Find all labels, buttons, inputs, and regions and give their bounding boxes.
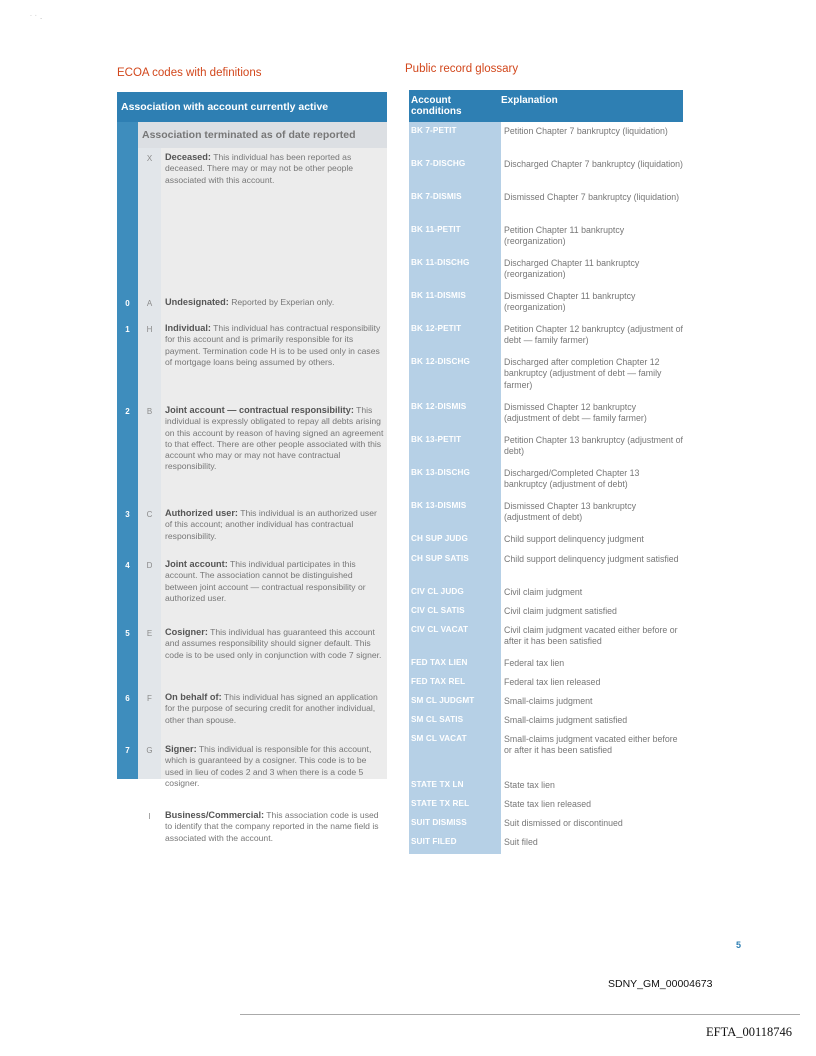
account-condition-explanation: State tax lien (504, 780, 555, 790)
account-condition-code: BK 7-DISMIS (411, 192, 462, 201)
ecoa-definition (165, 627, 385, 661)
account-condition-code: CH SUP SATIS (411, 554, 469, 563)
ecoa-active-code-column (117, 122, 138, 779)
account-condition-code: SM CL SATIS (411, 715, 464, 724)
account-condition-explanation: Discharged Chapter 7 bankruptcy (liquidation) (504, 159, 683, 169)
ecoa-term: Business/Commercial: (165, 810, 265, 820)
ecoa-active-code: 3 (125, 510, 130, 519)
account-condition-code: BK 11-PETIT (411, 225, 461, 234)
ecoa-section-title: ECOA codes with definitions (117, 67, 262, 79)
account-condition-explanation: Federal tax lien released (504, 677, 601, 687)
account-condition-explanation: Discharged/Completed Chapter 13 bankruptcy (adjustment of debt) (504, 468, 640, 490)
account-condition-explanation: Suit dismissed or discontinued (504, 818, 623, 828)
account-condition-code: BK 11-DISMIS (411, 291, 466, 300)
efta-number: EFTA_00118746 (706, 1025, 793, 1039)
ecoa-term: Cosigner: (165, 627, 208, 637)
ecoa-description: This association code is used to identify that the company reported in the name field is associated with the account. (165, 810, 379, 843)
ecoa-term: Individual: (165, 323, 211, 333)
account-condition-code: BK 13-PETIT (411, 435, 462, 444)
ecoa-definition (165, 744, 385, 789)
ecoa-definition (165, 810, 385, 844)
ecoa-term: Deceased: (165, 152, 211, 162)
account-condition-explanation: Petition Chapter 7 bankruptcy (liquidation) (504, 126, 668, 136)
account-condition-code: BK 13-DISCHG (411, 468, 470, 477)
ecoa-definition (165, 297, 385, 308)
account-condition-code: STATE TX REL (411, 799, 470, 808)
explanation-header: Explanation (501, 95, 558, 106)
ecoa-terminated-code: X (146, 154, 153, 163)
account-condition-explanation: Civil claim judgment (504, 587, 583, 597)
ecoa-term: Undesignated: (165, 297, 229, 307)
ecoa-terminated-code: E (146, 629, 153, 638)
account-condition-explanation: Suit filed (504, 837, 538, 847)
account-condition-explanation: Small-claims judgment (504, 696, 593, 706)
ecoa-description: This individual is responsible for this account, which is guaranteed by a cosigner. This code is to be used in lieu of codes 2 and 3 when there is a code 5 cosigner. (165, 744, 372, 788)
ecoa-terminated-code: I (148, 812, 151, 821)
account-condition-code: CH SUP JUDG (411, 534, 468, 543)
account-condition-explanation: Dismissed Chapter 13 bankruptcy (adjustment of debt) (504, 501, 637, 523)
account-condition-explanation: Discharged Chapter 11 bankruptcy (reorganization) (504, 258, 640, 280)
account-condition-explanation: Petition Chapter 12 bankruptcy (adjustment of debt — family farmer) (504, 324, 683, 346)
ecoa-terminated-code: H (146, 325, 153, 334)
ecoa-active-code: 6 (125, 694, 130, 703)
account-condition-code: SM CL VACAT (411, 734, 467, 743)
account-condition-code: BK 7-PETIT (411, 126, 457, 135)
ecoa-description: This individual participates in this account. The association cannot be distinguished between joint account — contractual responsibility or authorized user. (165, 559, 366, 603)
ecoa-definition (165, 323, 385, 368)
ecoa-definition (165, 692, 385, 726)
account-condition-explanation: Civil claim judgment vacated either before or after it has been satisfied (504, 625, 678, 647)
account-condition-explanation: Small-claims judgment satisfied (504, 715, 628, 725)
ecoa-description: This individual has signed an application for the purpose of securing credit for another individual, other than spouse. (165, 692, 378, 725)
account-condition-explanation: Discharged after completion Chapter 12 bankruptcy (adjustment of debt — family farmer) (504, 357, 662, 390)
ecoa-terminated-code: B (146, 407, 153, 416)
ecoa-terminated-code: A (146, 299, 153, 308)
account-condition-code: CIV CL VACAT (411, 625, 469, 634)
account-condition-explanation: Civil claim judgment satisfied (504, 606, 617, 616)
account-condition-code: CIV CL SATIS (411, 606, 465, 615)
ecoa-active-code: 4 (125, 561, 130, 570)
ecoa-terminated-code: D (146, 561, 153, 570)
ecoa-terminated-code-column (138, 122, 161, 779)
ecoa-active-code: W (123, 812, 132, 821)
ecoa-table (117, 92, 387, 843)
account-condition-code: BK 12-PETIT (411, 324, 462, 333)
ecoa-table-header: Association with account currently active (117, 92, 387, 122)
account-condition-explanation: Federal tax lien (504, 658, 565, 668)
ecoa-definition (165, 508, 385, 542)
account-condition-code: BK 12-DISCHG (411, 357, 470, 366)
ecoa-term: Authorized user: (165, 508, 238, 518)
account-condition-code: STATE TX LN (411, 780, 464, 789)
account-condition-explanation: Child support delinquency judgment (504, 534, 644, 544)
ecoa-definition (165, 559, 385, 604)
ecoa-active-code: 0 (125, 299, 130, 308)
account-condition-code: SUIT FILED (411, 837, 457, 846)
account-condition-explanation: Small-claims judgment vacated either before or after it has been satisfied (504, 734, 678, 756)
account-condition-explanation: Dismissed Chapter 7 bankruptcy (liquidation) (504, 192, 680, 202)
ecoa-description: This individual is an authorized user of this account; another individual has contractual responsibility. (165, 508, 377, 541)
account-condition-code: BK 12-DISMIS (411, 402, 467, 411)
scan-marks: ˙ ˙ · (30, 14, 43, 23)
ecoa-description: This individual has contractual responsibility for this account and is primarily responsible for its payment. Termination code H is to be used only in cases of mortgage loans being assumed by others. (165, 323, 381, 367)
public-record-table (409, 90, 683, 854)
account-condition-code: FED TAX LIEN (411, 658, 468, 667)
footer-divider (240, 1014, 800, 1015)
account-condition-explanation: State tax lien released (504, 799, 592, 809)
public-record-table-header (409, 90, 683, 122)
ecoa-terminated-code: C (146, 510, 153, 519)
ecoa-definition (165, 152, 385, 186)
ecoa-active-code: 7 (125, 746, 130, 755)
account-condition-code: BK 11-DISCHG (411, 258, 470, 267)
account-condition-code: SM CL JUDGMT (411, 696, 475, 705)
public-record-section-title: Public record glossary (405, 63, 519, 75)
ecoa-description: This individual is expressly obligated to repay all debts arising on this account by reason of having signed an agreement to that effect. There are other people associated with this account who may or may not have contractual responsibility. (165, 405, 384, 472)
ecoa-description: Reported by Experian only. (228, 297, 335, 307)
ecoa-term: On behalf of: (165, 692, 222, 702)
ecoa-active-code: 2 (125, 407, 130, 416)
ecoa-term: Signer: (165, 744, 197, 754)
ecoa-definition (165, 405, 385, 473)
ecoa-description: This individual has been reported as deceased. There may or may not be other people associated with this account. (165, 152, 354, 185)
document-id: SDNY_GM_00004673 (608, 978, 713, 990)
account-condition-code: BK 13-DISMIS (411, 501, 467, 510)
account-condition-code: BK 7-DISCHG (411, 159, 466, 168)
account-condition-explanation: Petition Chapter 13 bankruptcy (adjustment of debt) (504, 435, 683, 457)
ecoa-terminated-code: F (147, 694, 152, 703)
account-conditions-header: Account conditions (411, 95, 462, 117)
ecoa-term: Joint account: (165, 559, 228, 569)
ecoa-table-subheader: Association terminated as of date reported (138, 122, 387, 148)
account-condition-code: FED TAX REL (411, 677, 466, 686)
ecoa-active-code: 5 (125, 629, 130, 638)
account-condition-explanation: Child support delinquency judgment satisfied (504, 554, 679, 564)
account-condition-explanation: Petition Chapter 11 bankruptcy (reorganization) (504, 225, 625, 247)
ecoa-description: This individual has guaranteed this account and assumes responsibility should signer default. This code is to be used only in conjunction with code 7 signer. (165, 627, 382, 660)
ecoa-term: Joint account — contractual responsibility: (165, 405, 354, 415)
account-condition-code: SUIT DISMISS (411, 818, 467, 827)
account-condition-explanation: Dismissed Chapter 12 bankruptcy (adjustment of debt — family farmer) (504, 402, 647, 424)
account-condition-explanation: Dismissed Chapter 11 bankruptcy (reorganization) (504, 291, 636, 313)
ecoa-terminated-code: G (146, 746, 153, 755)
ecoa-active-code: 1 (125, 325, 130, 334)
account-condition-code: CIV CL JUDG (411, 587, 464, 596)
page-number: 5 (736, 940, 742, 950)
